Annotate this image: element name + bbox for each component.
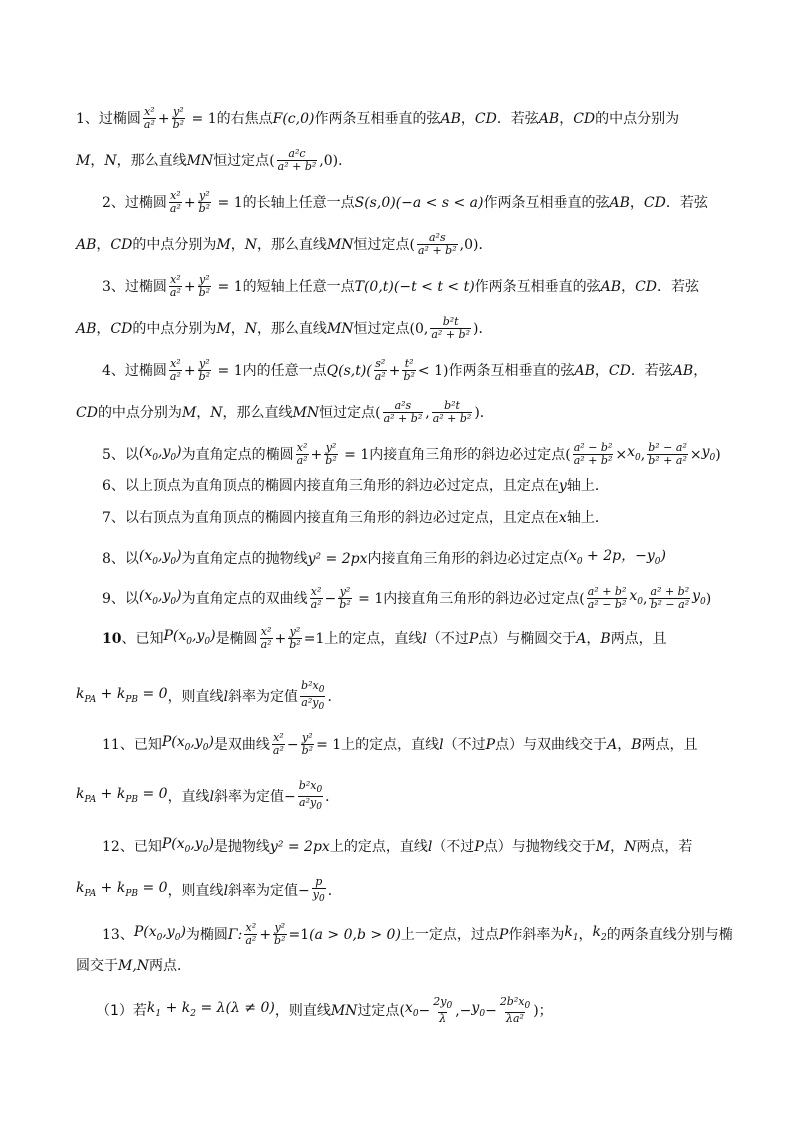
item-number: 13、	[102, 926, 134, 943]
item-12-line-1: 12、 已知 $P(x_0,y_0)$ 是抛物线 y² = 2px 上的定点，直线 l （不过 P 点）与抛物线交于 M ， N 两点，若	[102, 836, 693, 855]
item-9: 9、 以 $(x_0,y_0)$ 为直角定点的双曲线 x² a² − y² b² = 1 内接直角三角形的斜边必过定点 ( a² + b² a² − b² $x_0$ , a² + b² b² − a² $y_0$ )	[102, 585, 712, 612]
item-1-line-2: M ， N ，那么直线 MN 恒过定点 ( a²c a² + b² ,0) ．	[76, 147, 353, 173]
item-2-line-1: 2、 过椭圆 x² a² + y² b² = 1 的长轴上任意一点 S(s,0)(−a < s < a) 作两条互相垂直的弦 AB ， CD ．若弦	[102, 189, 708, 215]
item-10-line-1: 10 、 已知 $P(x_0,y_0)$ 是椭圆 x² a² + y² b² =1 上的定点，直线 l （不过 P 点）与椭圆交于 A ， B 两点，且	[102, 625, 667, 652]
fraction: x² a²	[143, 105, 155, 131]
item-number: 9、	[102, 590, 125, 607]
item-number: 6、	[102, 478, 125, 494]
item-number: 10	[102, 630, 122, 647]
item-3-line-2: AB ， CD 的中点分别为 M ， N ，那么直线 MN 恒过定点 (0, b²t a² + b² ) ．	[76, 315, 493, 341]
item-10-line-2: $k_{PA} + k_{PB} = 0$ ，则直线 l 斜率为定值 $b^2x_0$ $a^2y_0$ ．	[76, 679, 342, 713]
item-number: 3、	[102, 278, 125, 295]
item-11-line-2: $k_{PA} + k_{PB} = 0$ ，直线 l 斜率为定值 − $b^2x_0$ $a^2y_0$ ．	[76, 779, 340, 813]
item-number: 11、	[102, 736, 134, 753]
item-6: 6、 以上顶点为直角顶点的椭圆内接直角三角形的斜边必过定点，且定点在 y 轴上．	[102, 478, 609, 494]
item-13-line-1: 13、 $P(x_0,y_0)$ 为椭圆 Γ: x² a² + y² b² =1 (a > 0,b > 0) 上一定点，过点 P 作斜率为 $k_1$ ， $k_2$ 的两条直线分别与椭	[102, 921, 733, 948]
item-number: 4、	[102, 362, 125, 379]
item-11-line-1: 11、 已知 $P(x_0,y_0)$ 是双曲线 x² a² − y² b² = 1 上的定点，直线 l （不过 P 点）与双曲线交于 A ， B 两点，且	[102, 731, 698, 758]
item-number: 2、	[102, 194, 125, 211]
item-13-part-1: （1）若 $k_1 + k_2 = \lambda(\lambda \ne 0)$ ，则直线 MN 过定点 ( $x_0$ − $2y_0$ λ ,− $y_0$ − $2b^2x_0$ λa² ) ；	[96, 995, 553, 1026]
item-8: 8、 以 $(x_0,y_0)$ 为直角定点的抛物线 y² = 2px 内接直角三角形的斜边必过定点 ($x_0 + 2p$，$-y_0$)	[102, 548, 666, 567]
item-1-line-1: 1、 过椭圆 x² a² + y² b² = 1 的右焦点 F(c,0) 作两条互相垂直的弦 AB ， CD ．若弦 AB ， CD 的中点分别为	[76, 105, 680, 131]
item-number: 7、	[102, 510, 125, 526]
item-number: 5、	[102, 446, 125, 463]
item-12-line-2: $k_{PA} + k_{PB} = 0$ ，则直线 l 斜率为定值 − p $y_0$ ．	[76, 875, 342, 905]
item-number: 1、	[76, 110, 99, 127]
item-4-line-1: 4、 过椭圆 x² a² + y² b² = 1 内的任意一点 Q(s,t)( s² a² + t² b² < 1) 作两条互相垂直的弦 AB ， CD ．若弦 AB ，	[102, 357, 708, 383]
item-4-line-2: CD 的中点分别为 M ， N ，那么直线 MN 恒过定点 ( a²s a² + b² , b²t a² + b² ) ．	[76, 399, 494, 425]
item-2-line-2: AB ， CD 的中点分别为 M ， N ，那么直线 MN 恒过定点 ( a²s a² + b² ,0) ．	[76, 231, 493, 257]
fraction: y² b²	[172, 105, 185, 131]
item-number: 8、	[102, 550, 125, 567]
item-7: 7、 以右顶点为直角顶点的椭圆内接直角三角形的斜边必过定点，且定点在 x 轴上．	[102, 510, 609, 526]
item-13-line-2: 圆交于 M,N 两点．	[76, 958, 192, 974]
item-5: 5、 以 $(x_0,y_0)$ 为直角定点的椭圆 x² a² + y² b² = 1 内接直角三角形的斜边必过定点 ( a² − b² a² + b² × $x_0$ , b² − a² b² + a² × $y_0$ )	[102, 441, 721, 468]
item-3-line-1: 3、 过椭圆 x² a² + y² b² = 1 的短轴上任意一点 T(0,t)(−t < t < t) 作两条互相垂直的弦 AB ， CD ．若弦	[102, 273, 700, 299]
item-number: 12、	[102, 838, 134, 855]
